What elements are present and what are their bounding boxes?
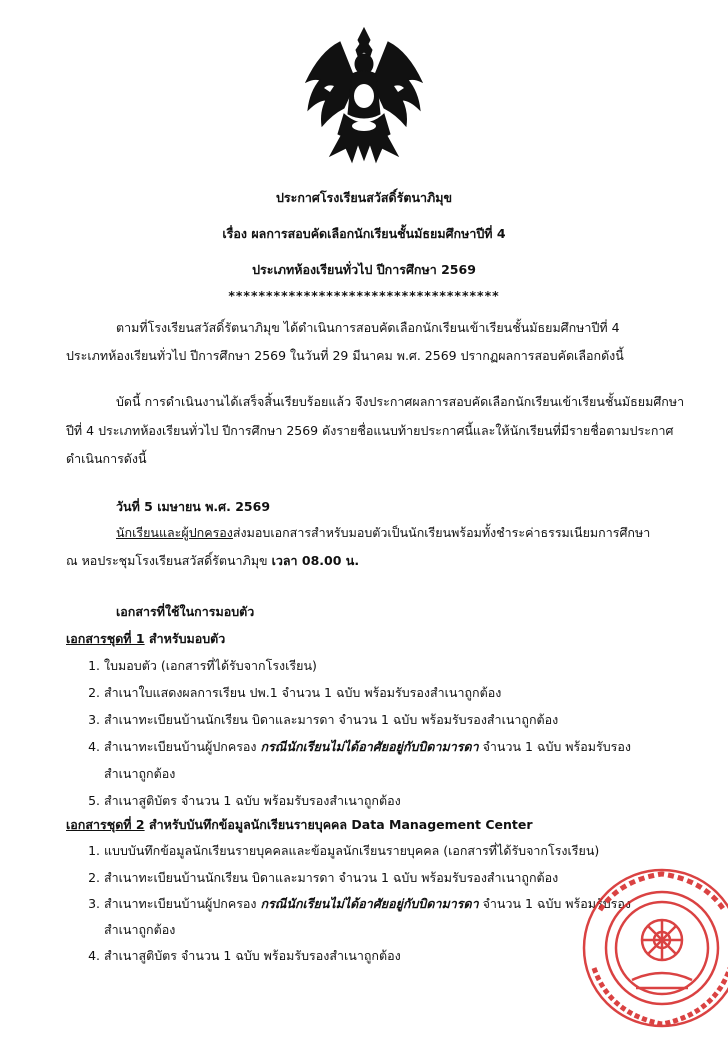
schedule-who: นักเรียนและผู้ปกครอง xyxy=(116,525,233,540)
documents-heading: เอกสารที่ใช้ในการมอบตัว xyxy=(116,604,255,619)
set-1-heading xyxy=(66,629,225,649)
paragraph-2-line-1: บัดนี้ การดำเนินงานได้เสร็จสิ้นเรียบร้อยแล้ว จึงประกาศผลการสอบคัดเลือกนักเรียนเข้าเรียนชั้นมัธยมศึกษา xyxy=(116,394,685,409)
paragraph-2-line-3: ดำเนินการดังนี้ xyxy=(66,451,147,466)
set-1-item: 5. สำเนาสูติบัตร จำนวน 1 ฉบับ พร้อมรับรองสำเนาถูกต้อง xyxy=(88,793,401,808)
set-1-label: เอกสารชุดที่ 1 xyxy=(66,631,145,646)
set-1-item: 2. สำเนาใบแสดงผลการเรียน ปพ.1 จำนวน 1 ฉบับ พร้อมรับรองสำเนาถูกต้อง xyxy=(88,685,502,700)
set-2-heading xyxy=(66,815,533,835)
set-1-item: 3. สำเนาทะเบียนบ้านนักเรียน บิดาและมารดา จำนวน 1 ฉบับ พร้อมรับรองสำเนาถูกต้อง xyxy=(88,712,559,727)
set-1-item: 1. ใบมอบตัว (เอกสารที่ได้รับจากโรงเรียน) xyxy=(88,658,317,673)
set-2-item: 3. สำเนาทะเบียนบ้านผู้ปกครอง กรณีนักเรียนไม่ได้อาศัยอยู่กับบิดามารดา จำนวน 1 ฉบับ พร้อมรับรอง xyxy=(88,896,631,911)
set-2-desc: สำหรับบันทึกข้อมูลนักเรียนรายบุคคล Data Management Center xyxy=(144,817,533,832)
schedule-line-1 xyxy=(116,523,650,543)
set-1-item: 4. สำเนาทะเบียนบ้านผู้ปกครอง กรณีนักเรียนไม่ได้อาศัยอยู่กับบิดามารดา จำนวน 1 ฉบับ พร้อมรับรอง xyxy=(88,739,631,754)
announcement-title: ประกาศโรงเรียนสวัสดิ์รัตนาภิมุข xyxy=(275,190,453,205)
set-1-item-continuation: สำเนาถูกต้อง xyxy=(104,766,176,781)
garuda-emblem-icon xyxy=(300,22,428,172)
schedule-time: เวลา 08.00 น. xyxy=(271,553,360,568)
set-2-item: 4. สำเนาสูติบัตร จำนวน 1 ฉบับ พร้อมรับรองสำเนาถูกต้อง xyxy=(88,948,401,963)
paragraph-1-line-1: ตามที่โรงเรียนสวัสดิ์รัตนาภิมุข ได้ดำเนินการสอบคัดเลือกนักเรียนเข้าเรียนชั้นมัธยมศึกษาปีที่ 4 xyxy=(116,320,620,335)
paragraph-1-line-2: ประเภทห้องเรียนทั่วไป ปีการศึกษา 2569 ในวันที่ 29 มีนาคม พ.ศ. 2569 ปรากฏผลการสอบคัดเลือกดังนี้ xyxy=(66,348,624,363)
announcement-type-year: ประเภทห้องเรียนทั่วไป ปีการศึกษา 2569 xyxy=(252,262,476,277)
paragraph-2-line-2: ปีที่ 4 ประเภทห้องเรียนทั่วไป ปีการศึกษา 2569 ดังรายชื่อแนบท้ายประกาศนี้และให้นักเรียนที่มีรายชื่อตามประกาศ xyxy=(66,423,674,438)
announcement-subject: เรื่อง ผลการสอบคัดเลือกนักเรียนชั้นมัธยมศึกษาปีที่ 4 xyxy=(222,226,506,241)
set-2-label: เอกสารชุดที่ 2 xyxy=(66,817,145,832)
set-1-desc: สำหรับมอบตัว xyxy=(144,631,226,646)
school-seal-stamp-icon xyxy=(570,848,728,1038)
schedule-location: ณ หอประชุมโรงเรียนสวัสดิ์รัตนาภิมุข xyxy=(66,553,272,568)
set-2-item: 1. แบบบันทึกข้อมูลนักเรียนรายบุคคลและข้อมูลนักเรียนรายบุคคล (เอกสารที่ได้รับจากโรงเรียน) xyxy=(88,843,600,858)
schedule-line-2 xyxy=(66,551,359,571)
set-2-item-continuation: สำเนาถูกต้อง xyxy=(104,922,176,937)
separator: ************************************ xyxy=(228,288,500,303)
schedule-date: วันที่ 5 เมษายน พ.ศ. 2569 xyxy=(116,499,271,514)
schedule-line-1-rest: ส่งมอบเอกสารสำหรับมอบตัวเป็นนักเรียนพร้อมทั้งชำระค่าธรรมเนียมการศึกษา xyxy=(232,525,651,540)
set-2-item: 2. สำเนาทะเบียนบ้านนักเรียน บิดาและมารดา จำนวน 1 ฉบับ พร้อมรับรองสำเนาถูกต้อง xyxy=(88,870,559,885)
